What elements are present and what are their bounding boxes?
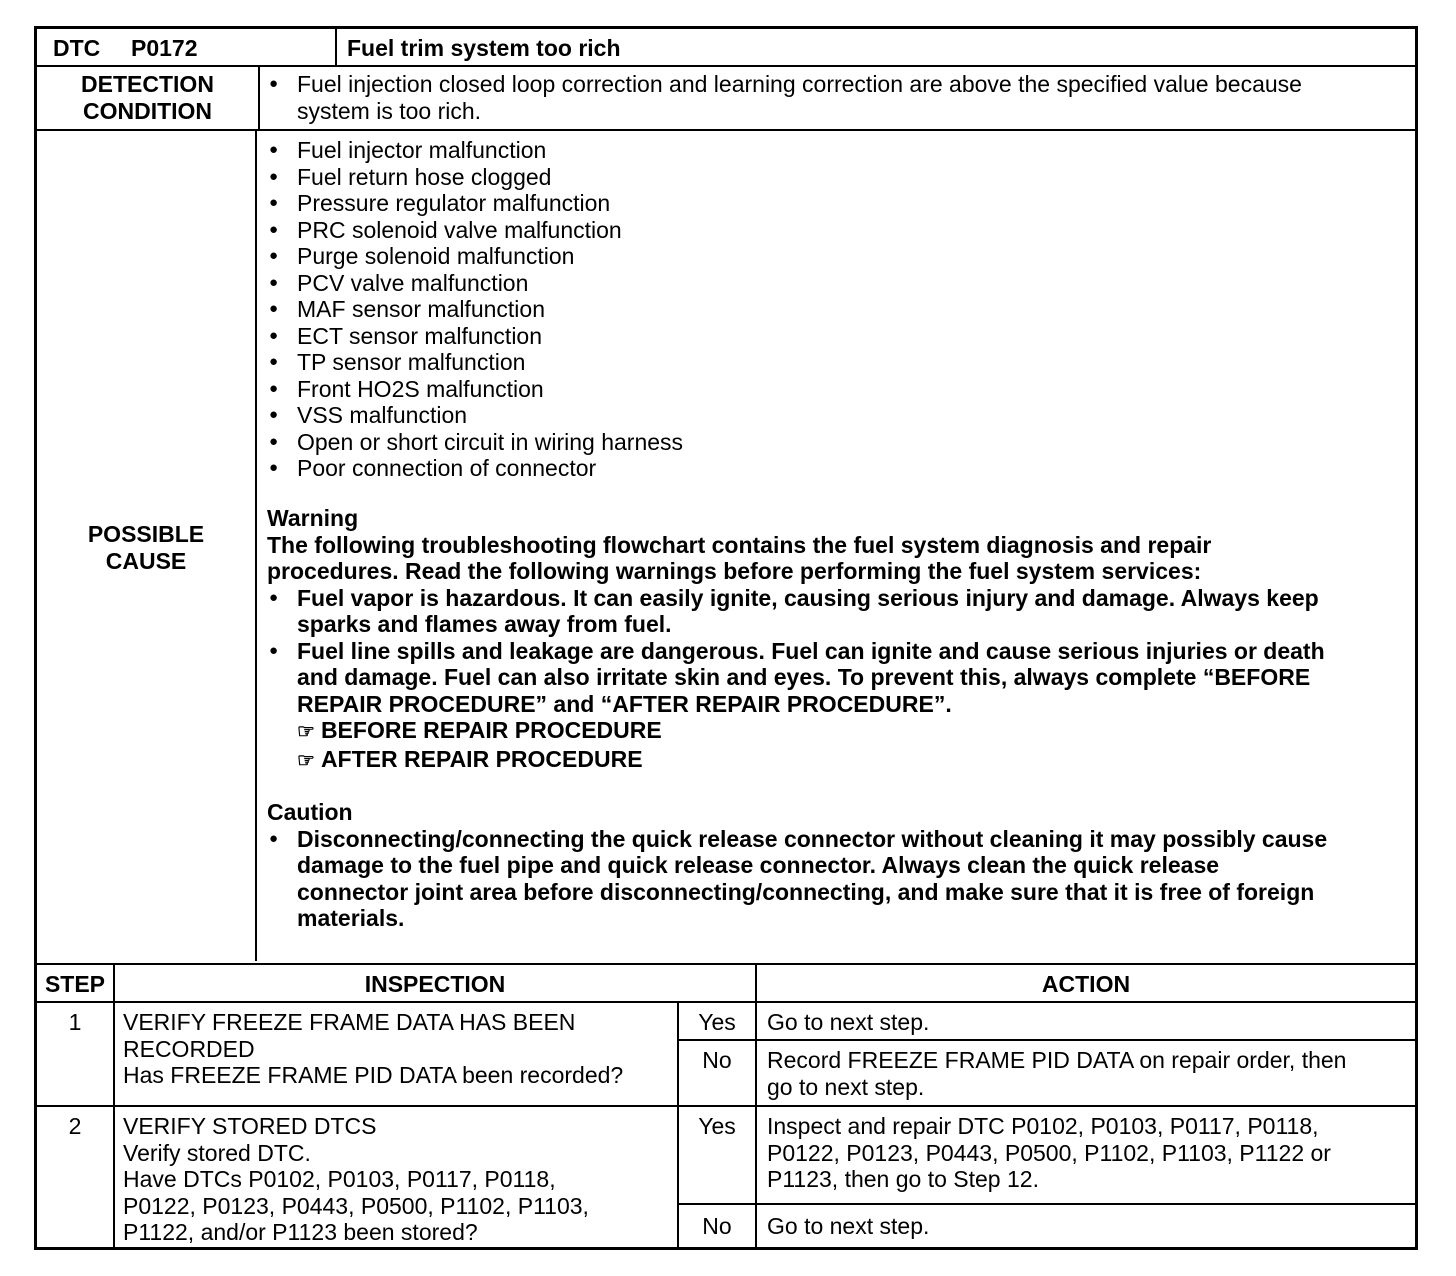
ref-before-repair[interactable] bbox=[267, 717, 1407, 746]
no-action: Go to next step. bbox=[767, 1213, 930, 1239]
warning-heading: Warning bbox=[267, 505, 359, 531]
step-inspection-line: P0122, P0123, P0443, P0500, P1102, P1103, bbox=[123, 1192, 589, 1219]
step-inspection bbox=[123, 1113, 683, 1246]
caution-line3: connector joint area before disconnecting/connecting, and make sure that it is free of foreign bbox=[297, 878, 1315, 905]
col-action-header: ACTION bbox=[1041, 971, 1131, 997]
cause-item: ● Poor connection of connector bbox=[265, 455, 1405, 482]
no-action bbox=[767, 1047, 1346, 1100]
col-step-header: STEP bbox=[44, 971, 106, 997]
header-row bbox=[37, 29, 1415, 65]
table-divider bbox=[113, 1107, 115, 1247]
yes-action-line: P1123, then go to Step 12. bbox=[767, 1166, 1039, 1192]
possible-cause-label-line1: POSSIBLE bbox=[87, 521, 205, 547]
yes-action: Go to next step. bbox=[767, 1009, 930, 1035]
detection-text-line1: ● Fuel injection closed loop correction and learning correction are above the specified value because bbox=[297, 71, 1302, 97]
detection-label-line1: DETECTION bbox=[81, 71, 214, 97]
table-row bbox=[37, 1003, 1415, 1105]
ref-before-repair-label: BEFORE REPAIR PROCEDURE bbox=[320, 717, 662, 743]
warning-bullet bbox=[265, 638, 1407, 718]
detection-text-line2: system is too rich. bbox=[297, 97, 482, 124]
pointing-hand-icon: ☞ bbox=[297, 721, 315, 743]
ref-after-repair[interactable] bbox=[267, 746, 1407, 775]
cause-item: ● Front HO2S malfunction bbox=[265, 376, 1405, 403]
no-label: No bbox=[702, 1047, 732, 1073]
possible-cause-label bbox=[37, 521, 255, 574]
warning-block bbox=[267, 505, 1407, 774]
dtc-title: Fuel trim system too rich bbox=[347, 35, 621, 61]
step-inspection-line: Have DTCs P0102, P0103, P0117, P0118, bbox=[123, 1166, 556, 1192]
warning-intro-line2: procedures. Read the following warnings before performing the fuel system services: bbox=[267, 558, 1202, 584]
warning-bullet2-line3: REPAIR PROCEDURE” and “AFTER REPAIR PROCEDURE”. bbox=[297, 690, 952, 717]
caution-line2: damage to the fuel pipe and quick release connector. Always clean the quick release bbox=[297, 852, 1220, 878]
step-inspection bbox=[123, 1009, 683, 1089]
detection-divider bbox=[258, 67, 260, 129]
possible-cause-divider bbox=[255, 131, 257, 961]
cause-item: ● VSS malfunction bbox=[265, 402, 1405, 429]
step-inspection-line: P1122, and/or P1123 been stored? bbox=[123, 1219, 478, 1245]
detection-text bbox=[265, 71, 1405, 124]
cause-item: ● ECT sensor malfunction bbox=[265, 323, 1405, 350]
pointing-hand-icon: ☞ bbox=[297, 749, 315, 772]
cause-item: ● Purge solenoid malfunction bbox=[265, 243, 1405, 270]
step-inspection-line: VERIFY STORED DTCS bbox=[123, 1113, 377, 1139]
cause-item: ● MAF sensor malfunction bbox=[265, 296, 1405, 323]
cause-list bbox=[265, 137, 1405, 482]
dtc-code: P0172 bbox=[131, 35, 198, 61]
cause-item: ● Fuel return hose clogged bbox=[265, 164, 1405, 191]
detection-bullet bbox=[265, 71, 1405, 124]
warning-bullet1-line1: ● Fuel vapor is hazardous. It can easily ignite, causing serious injury and damage. Always keep bbox=[297, 584, 1319, 611]
cause-item: ● Open or short circuit in wiring harness bbox=[265, 429, 1405, 456]
caution-line4: materials. bbox=[297, 905, 405, 931]
warning-bullet2-line1: ● Fuel line spills and leakage are dangerous. Fuel can ignite and cause serious injuries or death bbox=[297, 637, 1325, 664]
warning-bullet2-line2: and damage. Fuel can also irritate skin and eyes. To prevent this, always complete “BEFORE bbox=[297, 664, 1311, 690]
warning-intro-line1: The following troubleshooting flowchart contains the fuel system diagnosis and repair bbox=[267, 531, 1212, 558]
yes-label: Yes bbox=[698, 1009, 736, 1035]
table-divider bbox=[755, 1003, 757, 1105]
cause-item: ● PCV valve malfunction bbox=[265, 270, 1405, 297]
divider bbox=[677, 1039, 1415, 1041]
dtc-label: DTC bbox=[53, 35, 101, 61]
header-divider bbox=[335, 29, 337, 65]
step-inspection-line: Has FREEZE FRAME PID DATA been recorded? bbox=[123, 1062, 624, 1088]
divider bbox=[677, 1203, 1415, 1205]
detection-label-line2: CONDITION bbox=[82, 97, 213, 124]
table-header-row bbox=[37, 965, 1415, 1003]
no-label: No bbox=[702, 1213, 732, 1239]
step-number: 1 bbox=[68, 1009, 82, 1035]
caution-bullet bbox=[265, 826, 1407, 932]
cause-item: ● PRC solenoid valve malfunction bbox=[265, 217, 1405, 244]
step-inspection-line: Verify stored DTC. bbox=[123, 1139, 311, 1166]
caution-block bbox=[267, 799, 1407, 932]
caution-line1: ● Disconnecting/connecting the quick release connector without cleaning it may possibly cause bbox=[297, 825, 1328, 852]
step-number: 2 bbox=[68, 1113, 82, 1139]
step-inspection-line: RECORDED bbox=[123, 1035, 255, 1062]
dtc-sheet bbox=[34, 26, 1418, 1250]
col-inspection-header: INSPECTION bbox=[364, 971, 506, 997]
detection-label bbox=[37, 71, 258, 124]
table-row bbox=[37, 1107, 1415, 1247]
caution-heading: Caution bbox=[267, 799, 353, 825]
ref-after-repair-label: AFTER REPAIR PROCEDURE bbox=[320, 745, 643, 772]
step-inspection-line: VERIFY FREEZE FRAME DATA HAS BEEN bbox=[123, 1009, 576, 1035]
possible-cause-row bbox=[37, 131, 1415, 961]
warning-list bbox=[265, 585, 1407, 718]
cause-item: ● Pressure regulator malfunction bbox=[265, 190, 1405, 217]
cause-item: ● TP sensor malfunction bbox=[265, 349, 1405, 376]
cause-item: ● Fuel injector malfunction bbox=[265, 137, 1405, 164]
no-action-line: go to next step. bbox=[767, 1073, 925, 1100]
detection-row bbox=[37, 67, 1415, 129]
table-divider bbox=[113, 1003, 115, 1105]
warning-bullet1-line2: sparks and flames away from fuel. bbox=[297, 611, 672, 637]
yes-action bbox=[767, 1113, 1331, 1193]
no-action-line: Record FREEZE FRAME PID DATA on repair order, then bbox=[767, 1047, 1347, 1073]
warning-bullet bbox=[265, 585, 1407, 638]
yes-action-line: Inspect and repair DTC P0102, P0103, P0117, P0118, bbox=[767, 1113, 1319, 1139]
possible-cause-label-line2: CAUSE bbox=[105, 547, 187, 574]
caution-list bbox=[265, 826, 1407, 932]
yes-action-line: P0122, P0123, P0443, P0500, P1102, P1103, P1122 or bbox=[767, 1139, 1331, 1166]
yes-label: Yes bbox=[698, 1113, 736, 1139]
table-divider bbox=[755, 1107, 757, 1247]
